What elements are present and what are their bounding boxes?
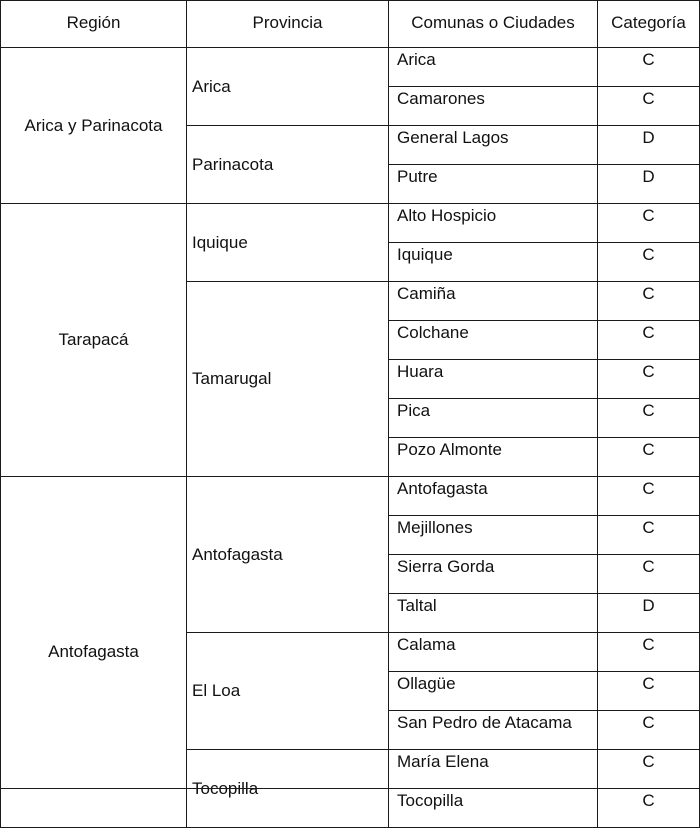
category-cell: C [598,48,700,87]
header-province: Provincia [187,1,389,48]
commune-cell: San Pedro de Atacama [389,711,598,750]
commune-cell: Iquique [389,243,598,282]
province-cell: El Loa [187,633,389,750]
header-region: Región [1,1,187,48]
commune-cell: Antofagasta [389,477,598,516]
commune-cell: Pozo Almonte [389,438,598,477]
category-cell: D [598,126,700,165]
category-cell: C [598,516,700,555]
province-cell: Parinacota [187,126,389,204]
province-cell: Antofagasta [187,477,389,633]
category-cell: C [598,555,700,594]
commune-cell: General Lagos [389,126,598,165]
commune-cell: Tocopilla [389,789,598,828]
category-cell: C [598,282,700,321]
commune-cell: Camarones [389,87,598,126]
category-cell: C [598,360,700,399]
commune-cell: Camiña [389,282,598,321]
table-body [1,48,700,828]
category-cell: C [598,789,700,828]
commune-cell: Huara [389,360,598,399]
table-row [1,48,700,87]
header-row [1,1,700,48]
category-cell: C [598,711,700,750]
province-cell: Iquique [187,204,389,282]
category-cell: C [598,750,700,789]
category-cell: C [598,204,700,243]
commune-cell: Alto Hospicio [389,204,598,243]
province-cell: Arica [187,48,389,126]
category-cell: C [598,321,700,360]
province-cell: Tamarugal [187,282,389,477]
category-cell: C [598,672,700,711]
commune-cell: Arica [389,48,598,87]
table-row [1,204,700,243]
category-cell: C [598,477,700,516]
commune-cell: Calama [389,633,598,672]
province-cell: Tocopilla [187,750,389,828]
category-cell: C [598,633,700,672]
category-cell: D [598,594,700,633]
region-cell: Antofagasta [1,477,187,828]
commune-cell: Sierra Gorda [389,555,598,594]
header-category: Categoría [598,1,700,48]
category-cell: C [598,399,700,438]
table-row [1,477,700,516]
commune-cell: María Elena [389,750,598,789]
commune-cell: Putre [389,165,598,204]
commune-cell: Mejillones [389,516,598,555]
commune-cell: Pica [389,399,598,438]
commune-cell: Taltal [389,594,598,633]
region-cell: Tarapacá [1,204,187,477]
category-cell: C [598,438,700,477]
category-cell: D [598,165,700,204]
region-cell: Arica y Parinacota [1,48,187,204]
commune-cell: Colchane [389,321,598,360]
header-commune: Comunas o Ciudades [389,1,598,48]
commune-cell: Ollagüe [389,672,598,711]
category-cell: C [598,87,700,126]
category-cell: C [598,243,700,282]
page-bottom-rule [0,788,700,794]
